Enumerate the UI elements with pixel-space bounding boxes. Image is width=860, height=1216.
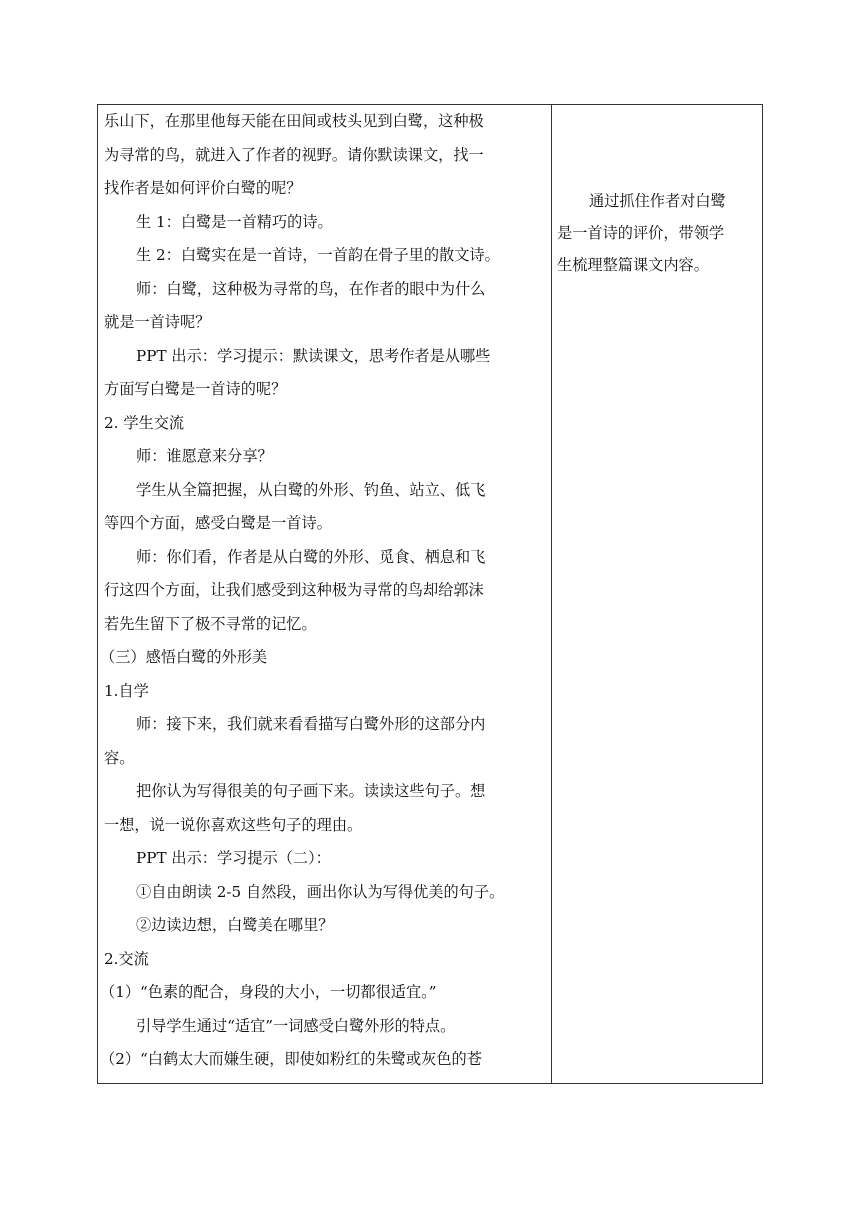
text-line: （三）感悟白鹭的外形美 <box>100 648 268 666</box>
text-line: 生 2：白鹭实在是一首诗，一首韵在骨子里的散文诗。 <box>136 246 500 264</box>
text-line: 2.交流 <box>104 949 149 968</box>
text-line: ①自由朗读 2-5 自然段，画出你认为写得优美的句子。 <box>136 882 505 901</box>
design-intent-column <box>557 185 757 281</box>
text-line: 容。 <box>104 748 135 767</box>
text-line: 等四个方面，感受白鹭是一首诗。 <box>104 514 332 532</box>
text-line: 若先生留下了极不寻常的记忆。 <box>104 614 317 633</box>
text-line: PPT 出示：学习提示：默读课文，思考作者是从哪些 <box>136 346 491 365</box>
text-line: 生 1：白鹭是一首精巧的诗。 <box>136 212 333 231</box>
text-line: ②边读边想，白鹭美在哪里？ <box>136 916 334 934</box>
text-line: 方面写白鹭是一首诗的呢？ <box>104 380 287 398</box>
text-line: （1）“色素的配合，身段的大小，一切都很适宜。” <box>100 983 437 1001</box>
text-line: 为寻常的鸟，就进入了作者的视野。请你默读课文，找一 <box>104 145 484 164</box>
text-line: PPT 出示：学习提示（二）： <box>136 849 331 867</box>
text-line: 师：接下来，我们就来看看描写白鹭外形的这部分内 <box>136 715 486 733</box>
note-line: 生梳理整篇课文内容。 <box>557 256 709 274</box>
lesson-plan-table <box>97 104 763 1084</box>
text-line: 找作者是如何评价白鹭的呢？ <box>104 179 302 197</box>
text-line: 把你认为写得很美的句子画下来。读读这些句子。想 <box>136 782 486 800</box>
text-line: 师：你们看，作者是从白鹭的外形、觅食、栖息和飞 <box>136 547 486 566</box>
text-line: 1.自学 <box>104 681 149 700</box>
note-line: 通过抓住作者对白鹭 <box>589 192 726 210</box>
text-line: 一想，说一说你喜欢这些句子的理由。 <box>104 815 363 834</box>
text-line: 师：谁愿意来分享？ <box>136 447 273 465</box>
text-line: 学生从全篇把握，从白鹭的外形、钓鱼、站立、低飞 <box>136 480 486 499</box>
teaching-process-column <box>100 105 546 1077</box>
note-line: 是一首诗的评价，带领学 <box>557 224 725 242</box>
text-line: 行这四个方面，让我们感受到这种极为寻常的鸟却给郭沫 <box>104 581 484 599</box>
text-line: 乐山下，在那里他每天能在田间或枝头见到白鹭，这种极 <box>104 112 484 130</box>
text-line: 就是一首诗呢？ <box>104 313 211 331</box>
column-divider <box>551 105 552 1083</box>
text-line: 师：白鹭，这种极为寻常的鸟，在作者的眼中为什么 <box>136 279 486 298</box>
text-line: 引导学生通过“适宜”一词感受白鹭外形的特点。 <box>136 1016 456 1035</box>
text-line: （2）“白鹤太大而嫌生硬，即使如粉红的朱鹭或灰色的苍 <box>100 1050 482 1068</box>
text-line: 2. 学生交流 <box>104 413 185 432</box>
